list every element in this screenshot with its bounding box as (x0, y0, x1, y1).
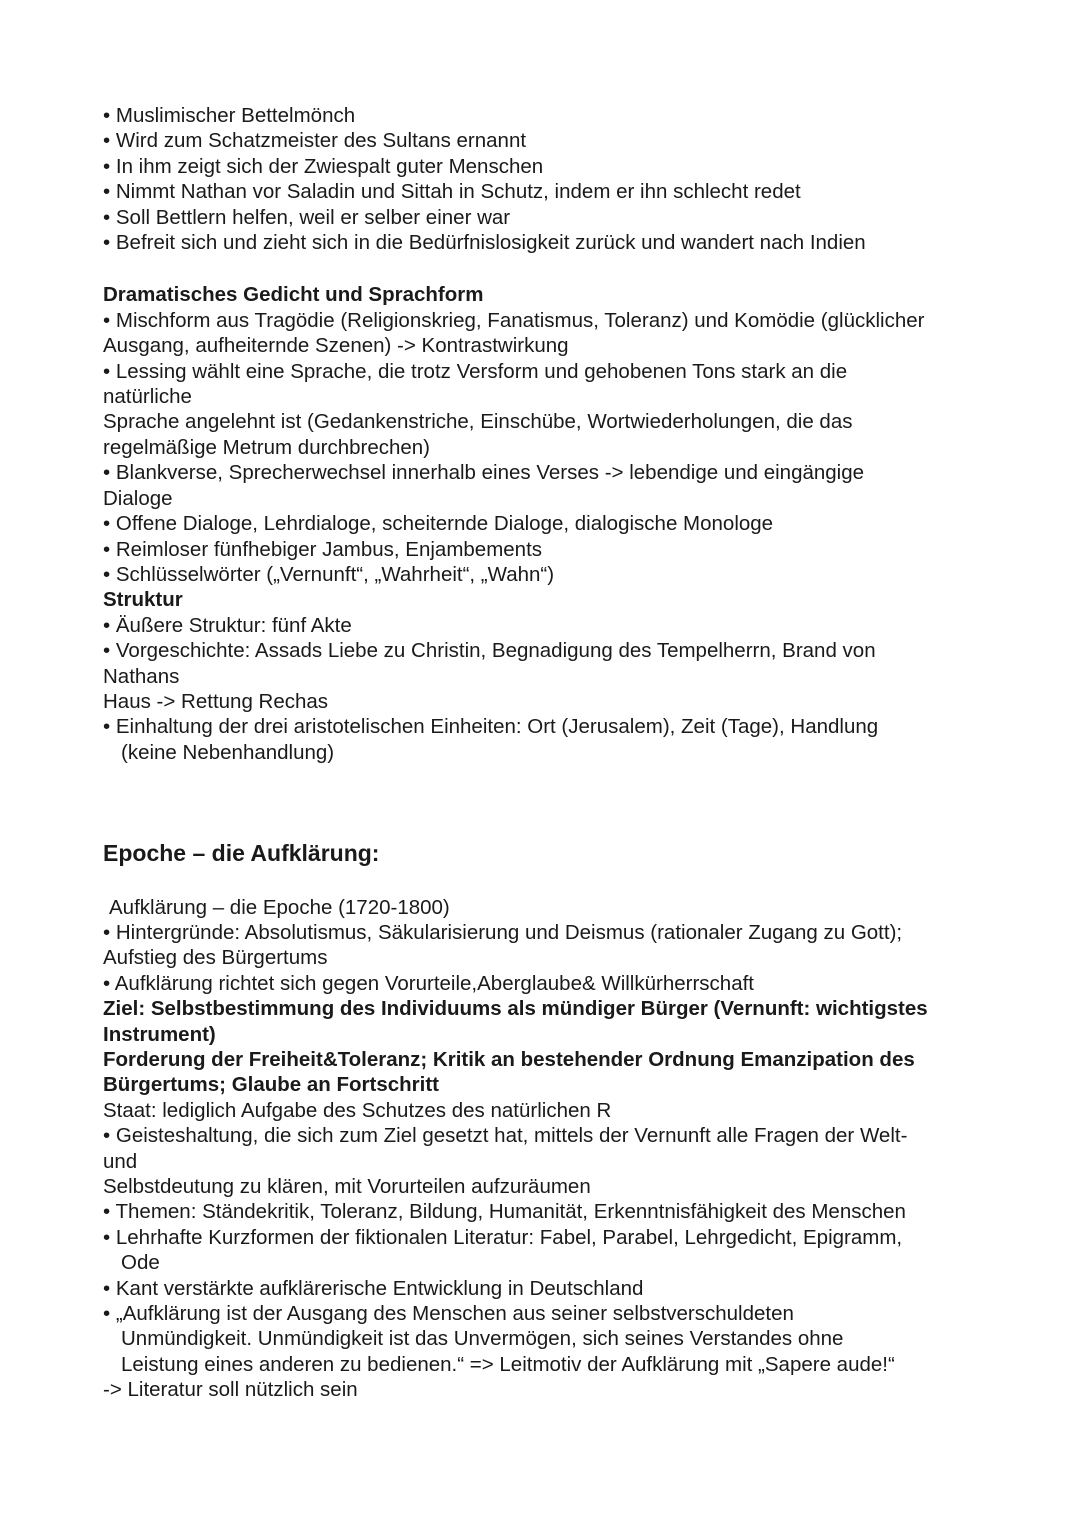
list-item: • Muslimischer Bettelmönch (103, 104, 356, 127)
text-line: natürliche (103, 385, 192, 409)
section-heading: Dramatisches Gedicht und Sprachform (103, 283, 484, 307)
spacer (103, 255, 993, 282)
spacer (103, 867, 993, 895)
text-line: Aufstieg des Bürgertums (103, 946, 328, 970)
text-line: Leistung eines anderen zu bedienen.“ => Leitmotiv der Aufklärung mit „Sapere aude!“ (121, 1352, 895, 1376)
character-list (103, 103, 993, 255)
bold-line: Instrument) (103, 1022, 216, 1046)
epoch-subtitle: Aufklärung – die Epoche (1720-1800) (109, 895, 450, 919)
list-item: • Wird zum Schatzmeister des Sultans ernannt (103, 129, 527, 153)
text-line: • Schlüsselwörter („Vernunft“, „Wahrheit“, „Wahn“) (103, 562, 555, 586)
section-heading: Struktur (103, 588, 183, 612)
spacer (103, 765, 993, 841)
text-line: • Einhaltung der drei aristotelischen Einheiten: Ort (Jerusalem), Zeit (Tage), Handlung (103, 715, 879, 739)
text-line: Nathans (103, 664, 180, 688)
text-line: • Hintergründe: Absolutismus, Säkularisierung und Deismus (rationaler Zugang zu Gott); (103, 920, 903, 944)
text-line: • „Aufklärung ist der Ausgang des Menschen aus seiner selbstverschuldeten (103, 1302, 794, 1326)
text-line: Unmündigkeit. Unmündigkeit ist das Unvermögen, sich seines Verstandes ohne (121, 1327, 844, 1351)
text-line: Ausgang, aufheiternde Szenen) -> Kontrastwirkung (103, 334, 569, 358)
bold-line: Ziel: Selbstbestimmung des Individuums als mündiger Bürger (Vernunft: wichtigstes (103, 997, 928, 1021)
list-item: • In ihm zeigt sich der Zwiespalt guter Menschen (103, 154, 544, 178)
text-line: • Lessing wählt eine Sprache, die trotz Versform und gehobenen Tons stark an die (103, 359, 848, 383)
text-line: • Lehrhafte Kurzformen der fiktionalen Literatur: Fabel, Parabel, Lehrgedicht, Epigramm, (103, 1225, 903, 1249)
list-item: • Nimmt Nathan vor Saladin und Sittah in Schutz, indem er ihn schlecht redet (103, 180, 801, 204)
text-line: • Offene Dialoge, Lehrdialoge, scheiternde Dialoge, dialogische Monologe (103, 512, 774, 536)
text-line: (keine Nebenhandlung) (121, 740, 335, 764)
text-line: Dialoge (103, 486, 173, 510)
drama-section (103, 282, 993, 587)
text-line: regelmäßige Metrum durchbrechen) (103, 435, 430, 459)
text-line: • Themen: Ständekritik, Toleranz, Bildung, Humanität, Erkenntnisfähigkeit des Menschen (103, 1200, 906, 1224)
bold-line: Bürgertums; Glaube an Fortschritt (103, 1073, 440, 1097)
document-page (103, 103, 993, 1403)
text-line: Selbstdeutung zu klären, mit Vorurteilen aufzuräumen (103, 1175, 591, 1199)
text-line: -> Literatur soll nützlich sein (103, 1378, 358, 1402)
text-line: und (103, 1149, 138, 1173)
section-heading: Epoche – die Aufklärung: (103, 840, 380, 867)
text-line: • Reimloser fünfhebiger Jambus, Enjambements (103, 537, 543, 561)
list-item: • Befreit sich und zieht sich in die Bedürfnislosigkeit zurück und wandert nach Indien (103, 231, 866, 255)
text-line: • Aufklärung richtet sich gegen Vorurteile,Aberglaube& Willkürherrschaft (103, 971, 754, 995)
text-line: • Blankverse, Sprecherwechsel innerhalb eines Verses -> lebendige und eingängige (103, 461, 865, 485)
epoch-section (103, 841, 993, 1403)
text-line: • Geisteshaltung, die sich zum Ziel gesetzt hat, mittels der Vernunft alle Fragen der Welt- (103, 1124, 908, 1148)
structure-section (103, 587, 993, 765)
text-line: • Mischform aus Tragödie (Religionskrieg, Fanatismus, Toleranz) und Komödie (glücklicher (103, 308, 925, 332)
list-item: • Soll Bettlern helfen, weil er selber einer war (103, 205, 511, 229)
text-line: • Äußere Struktur: fünf Akte (103, 613, 352, 637)
text-line: Staat: lediglich Aufgabe des Schutzes des natürlichen R (103, 1098, 612, 1122)
text-line: Sprache angelehnt ist (Gedankenstriche, Einschübe, Wortwiederholungen, die das (103, 410, 853, 434)
text-line: Haus -> Rettung Rechas (103, 689, 329, 713)
bold-line: Forderung der Freiheit&Toleranz; Kritik an bestehender Ordnung Emanzipation des (103, 1048, 915, 1071)
text-line: Ode (121, 1251, 160, 1275)
text-line: • Kant verstärkte aufklärerische Entwicklung in Deutschland (103, 1276, 644, 1300)
text-line: • Vorgeschichte: Assads Liebe zu Christin, Begnadigung des Tempelherrn, Brand von (103, 639, 876, 663)
